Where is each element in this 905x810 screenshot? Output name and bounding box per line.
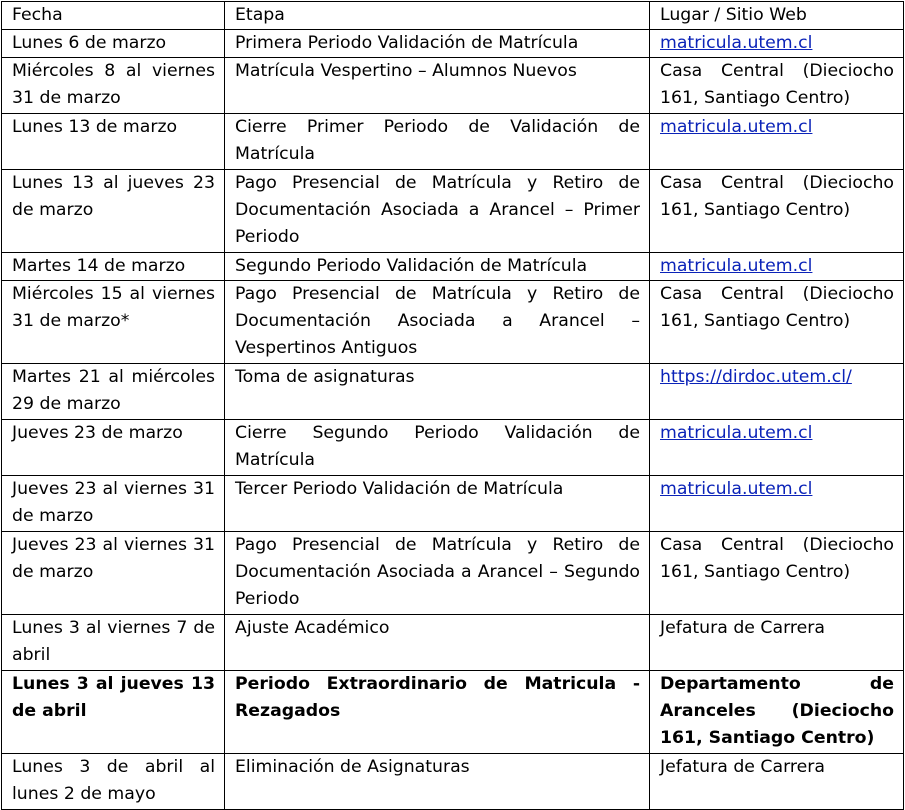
cell-fecha: Lunes 6 de marzo xyxy=(2,30,225,58)
cell-etapa: Eliminación de Asignaturas xyxy=(225,754,650,810)
cell-lugar: Jefatura de Carrera xyxy=(650,754,904,810)
cell-fecha: Lunes 3 al jueves 13 de abril xyxy=(2,671,225,754)
cell-lugar: Departamento de Aranceles (Dieciocho 161, Santiago Centro) xyxy=(650,671,904,754)
table-row xyxy=(2,281,904,364)
cell-etapa: Pago Presencial de Matrícula y Retiro de Documentación Asociada a Arancel – Vespertinos Antiguos xyxy=(225,281,650,364)
cell-etapa: Cierre Segundo Periodo Validación de Matrícula xyxy=(225,420,650,476)
cell-etapa: Matrícula Vespertino – Alumnos Nuevos xyxy=(225,58,650,114)
cell-etapa: Ajuste Académico xyxy=(225,615,650,671)
cell-lugar xyxy=(650,364,904,420)
table-row xyxy=(2,30,904,58)
header-etapa: Etapa xyxy=(225,2,650,30)
cell-fecha: Jueves 23 al viernes 31 de marzo xyxy=(2,476,225,532)
cell-fecha: Martes 21 al miércoles 29 de marzo xyxy=(2,364,225,420)
table-row xyxy=(2,476,904,532)
cell-lugar: Casa Central (Dieciocho 161, Santiago Centro) xyxy=(650,58,904,114)
table-row xyxy=(2,253,904,281)
cell-etapa: Segundo Periodo Validación de Matrícula xyxy=(225,253,650,281)
table-row xyxy=(2,170,904,253)
table-row xyxy=(2,532,904,615)
cell-lugar: Casa Central (Dieciocho 161, Santiago Centro) xyxy=(650,281,904,364)
cell-lugar xyxy=(650,253,904,281)
cell-fecha: Lunes 13 al jueves 23 de marzo xyxy=(2,170,225,253)
table-row xyxy=(2,754,904,810)
table-header-row xyxy=(2,2,904,30)
table-row xyxy=(2,615,904,671)
cell-lugar: Casa Central (Dieciocho 161, Santiago Centro) xyxy=(650,170,904,253)
cell-lugar xyxy=(650,114,904,170)
cell-etapa: Pago Presencial de Matrícula y Retiro de Documentación Asociada a Arancel – Segundo Periodo xyxy=(225,532,650,615)
cell-fecha: Lunes 3 de abril al lunes 2 de mayo xyxy=(2,754,225,810)
link-matricula[interactable]: matricula.utem.cl xyxy=(660,33,813,53)
cell-fecha: Martes 14 de marzo xyxy=(2,253,225,281)
cell-fecha: Jueves 23 de marzo xyxy=(2,420,225,476)
calendar-table xyxy=(1,1,904,810)
cell-etapa: Periodo Extraordinario de Matricula - Rezagados xyxy=(225,671,650,754)
header-lugar: Lugar / Sitio Web xyxy=(650,2,904,30)
table-row xyxy=(2,420,904,476)
cell-lugar: Casa Central (Dieciocho 161, Santiago Centro) xyxy=(650,532,904,615)
table-row xyxy=(2,58,904,114)
cell-fecha: Lunes 3 al viernes 7 de abril xyxy=(2,615,225,671)
cell-etapa: Tercer Periodo Validación de Matrícula xyxy=(225,476,650,532)
cell-etapa: Pago Presencial de Matrícula y Retiro de Documentación Asociada a Arancel – Primer Periodo xyxy=(225,170,650,253)
cell-lugar: Jefatura de Carrera xyxy=(650,615,904,671)
cell-fecha: Lunes 13 de marzo xyxy=(2,114,225,170)
link-matricula[interactable]: matricula.utem.cl xyxy=(660,479,813,499)
table-row xyxy=(2,364,904,420)
table-row xyxy=(2,114,904,170)
cell-lugar xyxy=(650,30,904,58)
cell-fecha: Miércoles 15 al viernes 31 de marzo* xyxy=(2,281,225,364)
cell-etapa: Cierre Primer Periodo de Validación de Matrícula xyxy=(225,114,650,170)
cell-fecha: Jueves 23 al viernes 31 de marzo xyxy=(2,532,225,615)
cell-lugar xyxy=(650,476,904,532)
link-matricula[interactable]: matricula.utem.cl xyxy=(660,256,813,276)
cell-fecha: Miércoles 8 al viernes 31 de marzo xyxy=(2,58,225,114)
cell-etapa: Primera Periodo Validación de Matrícula xyxy=(225,30,650,58)
link-matricula[interactable]: matricula.utem.cl xyxy=(660,117,813,137)
header-fecha: Fecha xyxy=(2,2,225,30)
cell-etapa: Toma de asignaturas xyxy=(225,364,650,420)
table-row xyxy=(2,671,904,754)
cell-lugar xyxy=(650,420,904,476)
link-matricula[interactable]: matricula.utem.cl xyxy=(660,423,813,443)
link-dirdoc[interactable]: https://dirdoc.utem.cl/ xyxy=(660,367,852,387)
